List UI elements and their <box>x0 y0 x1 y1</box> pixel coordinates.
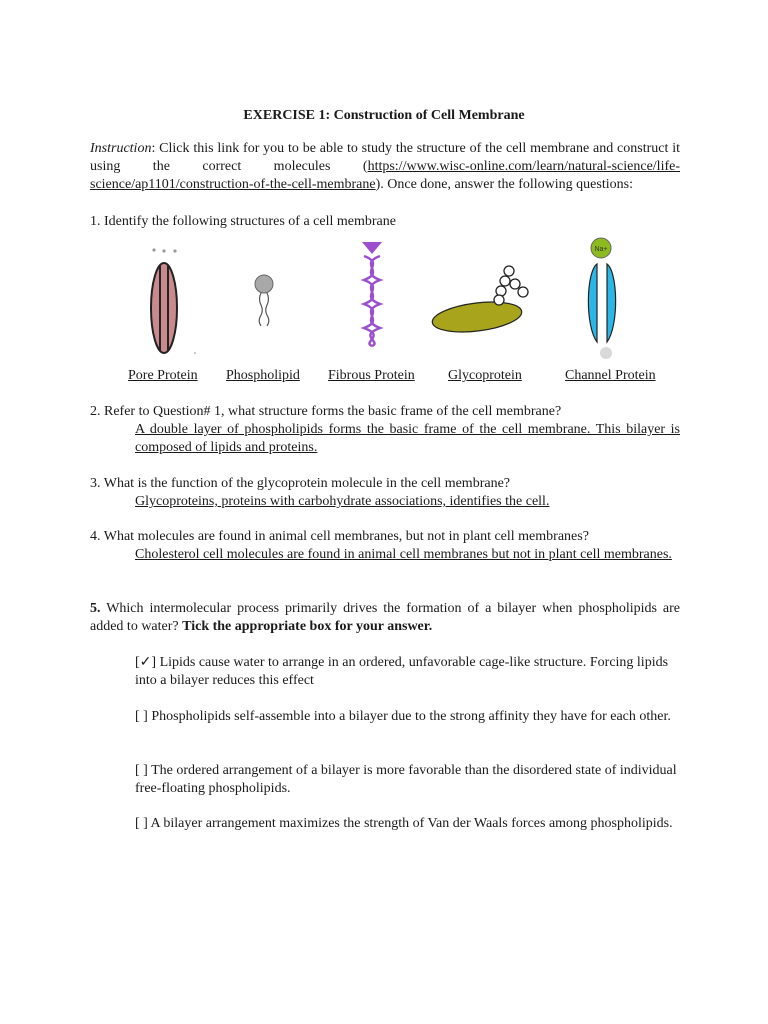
question-1: 1. Identify the following structures of a cell membrane <box>90 214 396 229</box>
instruction-text: : Click this link for you to be able to study the structure of the cell membrane and construct it using the correct molecules ( <box>90 141 680 174</box>
instruction-paragraph <box>90 140 680 194</box>
question-3 <box>90 475 680 511</box>
pore-protein-icon <box>140 240 200 360</box>
checkbox-empty[interactable]: [ ] <box>135 763 148 778</box>
option-1-text: Lipids cause water to arrange in an ordered, unfavorable cage-like structure. Forcing lipids into a bilayer reduces this effect <box>135 655 669 688</box>
question-4-text: 4. What molecules are found in animal cell membranes, but not in plant cell membranes? <box>90 529 589 544</box>
option-4-text: A bilayer arrangement maximizes the strength of Van der Waals forces among phospholipids. <box>147 816 673 831</box>
option-4[interactable] <box>135 815 680 833</box>
option-3[interactable] <box>135 762 680 798</box>
glycoprotein-icon <box>430 262 535 337</box>
checkbox-empty[interactable]: [ ] <box>135 709 148 724</box>
option-2[interactable] <box>135 708 680 726</box>
fibrous-protein-icon <box>352 238 392 350</box>
option-1[interactable] <box>135 654 680 690</box>
instruction-text-end: ). Once done, answer the following questions: <box>375 177 633 192</box>
question-2 <box>90 403 680 457</box>
question-5 <box>90 600 680 636</box>
label-fibrous-protein: Fibrous Protein <box>328 368 415 383</box>
label-pore-protein: Pore Protein <box>128 368 198 383</box>
wisc-online-link[interactable]: https://www.wisc-online.com/learn/natural-science/life-science/ap1101/construction-of-the-cell-membrane <box>90 159 680 192</box>
question-5-number: 5. <box>90 601 101 616</box>
question-2-text: 2. Refer to Question# 1, what structure forms the basic frame of the cell membrane? <box>90 404 562 419</box>
question-5-text: Which intermolecular process primarily drives the formation of a bilayer when phospholipids are added to water? <box>90 601 680 634</box>
pore-protein-body <box>151 263 177 353</box>
sodium-ion-label: Na+ <box>594 246 608 253</box>
answer-2: A double layer of phospholipids forms the basic frame of the cell membrane. This bilayer is composed of lipids and proteins. <box>135 422 680 455</box>
question-5-instruction: Tick the appropriate box for your answer. <box>182 619 433 634</box>
phospholipid-icon <box>245 268 285 338</box>
exercise-title: EXERCISE 1: Construction of Cell Membrane <box>243 108 525 123</box>
label-phospholipid: Phospholipid <box>226 368 300 383</box>
option-2-text: Phospholipids self-assemble into a bilayer due to the strong affinity they have for each other. <box>147 709 671 724</box>
answer-3: Glycoproteins, proteins with carbohydrate associations, identifies the cell. <box>135 494 550 509</box>
label-channel-protein: Channel Protein <box>565 368 656 383</box>
option-3-text: The ordered arrangement of a bilayer is more favorable than the disordered state of individual free-floating phospholipids. <box>135 763 677 796</box>
checkbox-empty[interactable]: [ ] <box>135 816 148 831</box>
checkbox-checked[interactable]: [✓] <box>135 655 157 670</box>
answer-4: Cholesterol cell molecules are found in animal cell membranes but not in plant cell membranes. <box>135 547 672 562</box>
question-4 <box>90 528 680 564</box>
question-3-text: 3. What is the function of the glycoprotein molecule in the cell membrane? <box>90 476 510 491</box>
instruction-label: Instruction <box>90 141 152 156</box>
label-glycoprotein: Glycoprotein <box>448 368 522 383</box>
channel-protein-icon <box>580 234 630 364</box>
